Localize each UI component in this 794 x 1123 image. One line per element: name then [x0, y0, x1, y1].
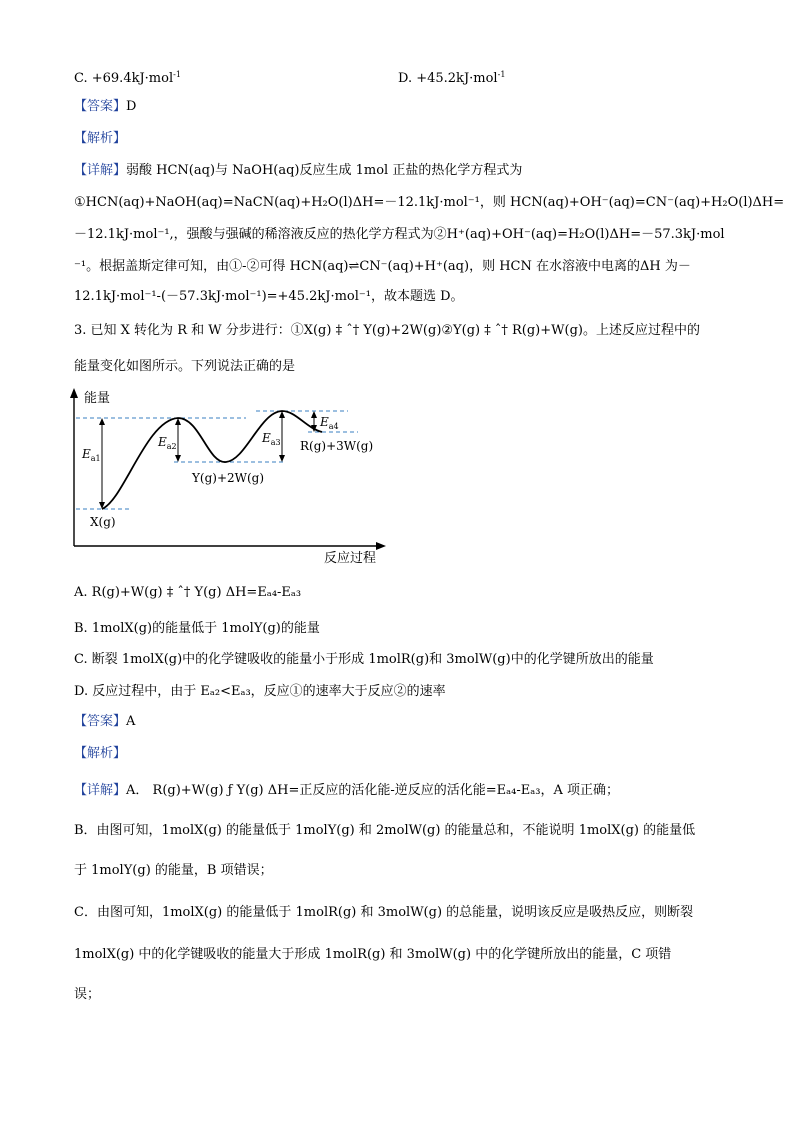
question-3-stem-line-2: 能量变化如图所示。下列说法正确的是 [74, 359, 296, 374]
ea2-label: $E_{a2}$ [158, 435, 177, 451]
y-axis-arrow [70, 388, 78, 398]
analysis-2: 【解析】 [74, 746, 127, 761]
energy-curve [102, 411, 322, 509]
answer-1: 【答案】D [74, 99, 137, 114]
detail-1-line-2: ①HCN(aq)+NaOH(aq)=NaCN(aq)+H₂O(l)ΔH=－12.1kJ·mol⁻¹，则 HCN(aq)+OH⁻(aq)=CN⁻(aq)+H₂O(l)ΔH= [74, 195, 785, 210]
y-axis-label: 能量 [84, 391, 111, 406]
ea1-arrow [99, 418, 105, 509]
species-r-label: R(g)+3W(g) [300, 439, 374, 453]
option-c-prev: C. +69.4kJ·mol$^{-1}$ [74, 70, 181, 86]
question-3-stem-line-1: 3. 已知 X 转化为 R 和 W 分步进行：①X(g) ‡ ˆ† Y(g)+2W(g)②Y(g) ‡ ˆ† R(g)+W(g)。上述反应过程中的 [74, 323, 700, 338]
detail-1-line-4: ⁻¹。根据盖斯定律可知，由①-②可得 HCN(aq)⇌CN⁻(aq)+H⁺(aq)，则 HCN 在水溶液中电离的ΔH 为－ [74, 259, 691, 274]
species-x-label: X(g) [90, 515, 116, 529]
detail-1-line-3: －12.1kJ·mol⁻¹,，强酸与强碱的稀溶液反应的热化学方程式为②H⁺(aq)+OH⁻(aq)=H₂O(l)ΔH=－57.3kJ·mol [74, 227, 725, 242]
detail-2-line-3: 于 1molY(g) 的能量，B 项错误； [74, 863, 273, 878]
detail-2-line-6: 误； [74, 987, 101, 1002]
detail-1-line-1: 【详解】弱酸 HCN(aq)与 NaOH(aq)反应生成 1mol 正盐的热化学方程式为 [74, 163, 523, 178]
ea4-label: $E_{a4}$ [320, 415, 339, 431]
energy-diagram [60, 384, 400, 570]
ea3-arrow [279, 411, 285, 462]
answer-2: 【答案】A [74, 714, 136, 729]
detail-2-line-5: 1molX(g) 中的化学键吸收的能量大于形成 1molR(g) 和 3molW(g) 中的化学键所放出的能量，C 项错 [74, 947, 672, 962]
ea1-label: $E_{a1}$ [82, 447, 101, 463]
ea3-label: $E_{a3}$ [262, 431, 281, 447]
x-axis-label: 反应过程 [324, 551, 377, 566]
detail-2-line-2: B．由图可知，1molX(g) 的能量低于 1molY(g) 和 2molW(g) 的能量总和，不能说明 1molX(g) 的能量低 [74, 823, 696, 838]
x-axis-arrow [376, 542, 386, 550]
detail-1-line-5: 12.1kJ·mol⁻¹-(－57.3kJ·mol⁻¹)=+45.2kJ·mol⁻¹，故本题选 D。 [74, 289, 464, 304]
detail-2-line-1: 【详解】A． R(g)+W(g) ƒ Y(g) ΔH=正反应的活化能-逆反应的活化能=Eₐ₄-Eₐ₃，A 项正确； [74, 783, 620, 798]
ea2-arrow [175, 418, 181, 462]
choice-c: C. 断裂 1molX(g)中的化学键吸收的能量小于形成 1molR(g)和 3molW(g)中的化学键所放出的能量 [74, 652, 654, 667]
analysis-1: 【解析】 [74, 131, 127, 146]
detail-2-line-4: C．由图可知，1molX(g) 的能量低于 1molR(g) 和 3molW(g) 的总能量，说明该反应是吸热反应，则断裂 [74, 905, 694, 920]
species-y-label: Y(g)+2W(g) [192, 471, 265, 485]
choice-a: A. R(g)+W(g) ‡ ˆ† Y(g) ΔH=Eₐ₄-Eₐ₃ [74, 585, 302, 600]
choice-b: B. 1molX(g)的能量低于 1molY(g)的能量 [74, 621, 320, 636]
option-d-prev: D. +45.2kJ·mol$^{-1}$ [398, 70, 506, 86]
choice-d: D. 反应过程中，由于 Eₐ₂<Eₐ₃，反应①的速率大于反应②的速率 [74, 684, 446, 699]
